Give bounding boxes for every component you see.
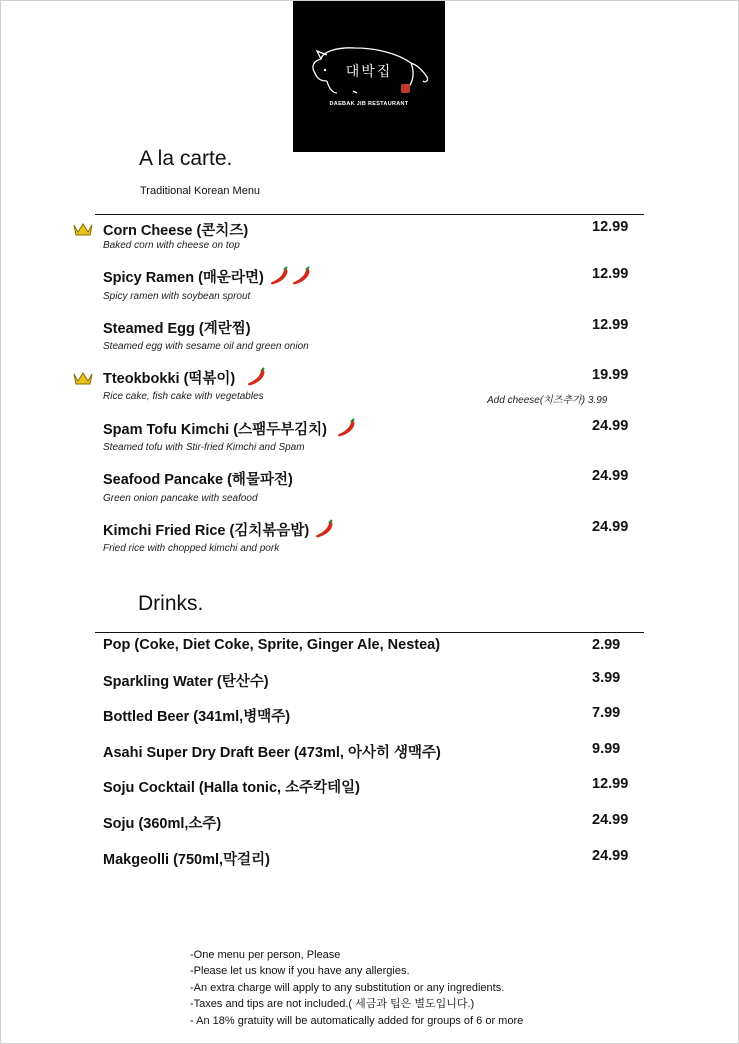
drink-item-price: 24.99 [592, 812, 629, 828]
chili-pepper-icon [268, 266, 290, 286]
drink-item-name: Asahi Super Dry Draft Beer (473ml, 아사히 생맥주) [103, 745, 441, 761]
crown-icon [72, 221, 94, 237]
note-line: -An extra charge will apply to any substitution or any ingredients. [190, 981, 505, 994]
menu-item-description: Steamed egg with sesame oil and green onion [103, 341, 309, 352]
drink-item-name: Makgeolli (750ml,막걸리) [103, 852, 270, 868]
menu-item-price: 24.99 [592, 519, 629, 535]
drink-item-name: Soju Cocktail (Halla tonic, 소주칵테일) [103, 780, 360, 796]
menu-item-price: 24.99 [592, 468, 629, 484]
chili-pepper-icon [313, 519, 335, 539]
drinks-divider [95, 632, 644, 633]
menu-divider [95, 214, 644, 215]
drink-item-price: 3.99 [592, 670, 621, 686]
note-line: -Taxes and tips are not included.( 세금과 팁은 별도입니다.) [190, 998, 475, 1011]
menu-item-description: Rice cake, fish cake with vegetables [103, 391, 264, 402]
logo-korean-name: 대박집 [345, 64, 393, 80]
menu-item-price: 19.99 [592, 367, 629, 383]
footer-notes [190, 947, 523, 1029]
menu-item-description: Spicy ramen with soybean sprout [103, 291, 251, 302]
menu-subtitle: Traditional Korean Menu [140, 185, 261, 197]
menu-item-name: Steamed Egg (계란찜) [103, 321, 251, 337]
menu-item-price: 12.99 [592, 317, 629, 333]
chili-pepper-icon [245, 367, 267, 387]
menu-item-description: Steamed tofu with Stir-fried Kimchi and Spam [103, 442, 305, 453]
menu-item-name: Kimchi Fried Rice (김치볶음밥) [103, 519, 335, 540]
note-line: -Please let us know if you have any allergies. [190, 965, 410, 978]
chili-pepper-icon [335, 418, 357, 438]
add-cheese-note: Add cheese(치즈추가) 3.99 [487, 395, 608, 406]
menu-item-name: Corn Cheese (콘치즈) [103, 223, 249, 239]
drink-item-price: 7.99 [592, 705, 621, 721]
crown-icon [72, 370, 94, 386]
menu-item-name: Spicy Ramen (매운라면) [103, 266, 312, 287]
chili-pepper-icon [290, 266, 312, 286]
menu-item-description: Green onion pancake with seafood [103, 493, 258, 504]
menu-item-price: 24.99 [592, 418, 629, 434]
menu-item-price: 12.99 [592, 219, 629, 235]
drink-item-price: 2.99 [592, 637, 621, 653]
drinks-section-title: Drinks. [138, 592, 204, 615]
drink-item-name: Bottled Beer (341ml,병맥주) [103, 709, 291, 725]
drink-item-price: 12.99 [592, 776, 629, 792]
drink-item-price: 9.99 [592, 741, 621, 757]
drink-item-price: 24.99 [592, 848, 629, 864]
restaurant-logo [293, 1, 445, 152]
menu-item-price: 12.99 [592, 266, 629, 282]
note-line: - An 18% gratuity will be automatically added for groups of 6 or more [190, 1014, 524, 1027]
drink-item-name: Soju (360ml,소주) [103, 816, 222, 832]
note-line: -One menu per person, Please [190, 949, 341, 961]
menu-item-name: Spam Tofu Kimchi (스팸두부김치) [103, 418, 357, 439]
drink-item-name: Sparkling Water (탄산수) [103, 674, 269, 690]
menu-item-description: Baked corn with cheese on top [103, 240, 240, 251]
menu-item-name: Tteokbokki (떡볶이) [103, 367, 267, 388]
drink-item-name: Pop (Coke, Diet Coke, Sprite, Ginger Ale, Nestea) [103, 637, 441, 653]
menu-section-title: A la carte. [139, 147, 233, 170]
logo-english-name: DAEBAK JIB RESTAURANT [329, 101, 409, 107]
menu-item-description: Fried rice with chopped kimchi and pork [103, 543, 280, 554]
menu-item-name: Seafood Pancake (해물파전) [103, 472, 293, 488]
